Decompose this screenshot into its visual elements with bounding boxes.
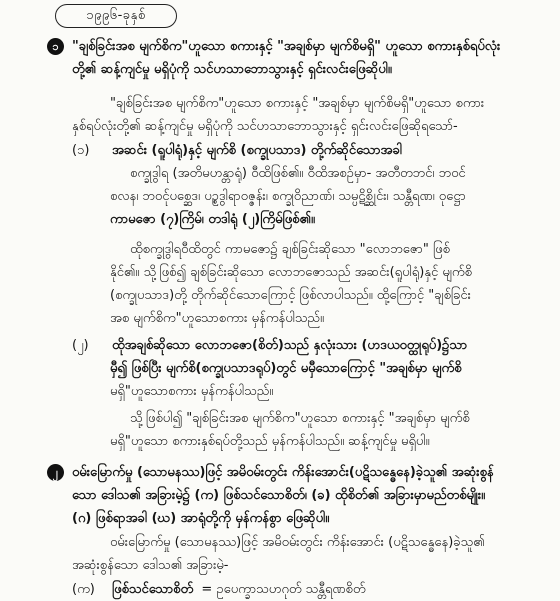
paragraph-line: နိုင်၏။ သို့ဖြစ်၍ ချစ်ခြင်းဆိုသော လောဘဇောသည် အဆင်း(ရူပါရုံ)နှင့် မျက်စိ: [110, 265, 472, 280]
answer-2-line-1: ဝမ်းမြောက်မှု (သောမနဿ)ဖြင့် အမိဝမ်းတွင်း ကိန်းအောင်း (ပဋိသန္ဓေနေ)ခဲ့သူ၏: [110, 535, 485, 550]
conclusion-line-2: မရှိ"ဟူသော စကားနှစ်ရပ်တို့သည် မှန်ကန်ပါသည်။ ဆန့်ကျင်မှု မရှိပါ။: [110, 434, 430, 449]
question-2-line-3: (ဂ) ဖြစ်ရာအခါ (ဃ) အာရုံတို့ကို မှန်ကန်စွာ ဖြေဆိုပါ။: [72, 511, 330, 526]
paragraph-line: (စက္ခုပသာဒ)တို့ တိုက်ဆိုင်သောကြောင့် ဖြစ်လာပါသည်။ ထို့ကြောင့် "ချစ်ခြင်း: [110, 288, 471, 303]
paragraph-line: မရှိ"ဟူသောစကား မှန်ကန်ပါသည်။: [110, 384, 274, 399]
question-1-line-2: တို့၏ ဆန့်ကျင်မှု မရှိပုံကို သင်ဟသာဘောသွားနှင့် ရှင်းလင်းဖြေဆိုပါ။: [72, 62, 392, 77]
question-2-line-2: သော ဒေါသ၏ အခြားမဲ့၌ (က) ဖြစ်သင်သောစိတ်၊ (ခ) ထိုစိတ်၏ အခြားမှာမည်တစ်မျိုး။: [72, 488, 486, 503]
paragraph-line: ကာမဇော (၇)ကြိမ်၊ တဒါရုံ (၂)ကြိမ်ဖြစ်၏။: [110, 212, 315, 227]
answer-2-sub-label: (က): [72, 582, 95, 597]
question-number-badge: ၁: [47, 38, 64, 55]
answer-1-intro-line-1: "ချစ်ခြင်းအစ မျက်စိက"ဟူသော စကားနှင့် "အချစ်မှာ မျက်စိမရှိ"ဟူသော စကား: [110, 96, 485, 111]
paragraph-line: စလန၊ ဘဝင်ုပစ္ဆေဒ၊ ပဥ္စဒွါရာဝဇ္ဇန်း၊ စက္ခုဝိညာဏ်၊ သမ္ပဋိစ္ဆိုင်း၊ သန္တီရဏ၊ ဝုဋ္ဌော: [110, 189, 466, 204]
question-number-badge: ၂: [47, 464, 64, 481]
question-2-line-1: ဝမ်းမြောက်မှု (သောမနဿ)ဖြင့် အမိဝမ်းတွင်း ကိန်းအောင်း(ပဋိသန္ဓေနေ)ခဲ့သူ၏ အဆုံးစွန်: [72, 465, 494, 480]
sub-point-1-title: အဆင်း (ရူပါရုံ)နှင့် မျက်စိ (စက္ခုပသာဒ) တို့က်ဆိုင်သောအခါ: [112, 143, 403, 158]
answer-2-sub-point: [72, 578, 557, 601]
sub-point-2-label: (၂): [72, 338, 89, 353]
paragraph-line: ထိုစက္ခုဒွါရဝီထိတွင် ကာမဇော၌ ချစ်ခြင်းဆိုသော "လောဘဇော" ဖြစ်: [130, 242, 450, 257]
answer-1-intro-line-2: နှစ်ရပ်လုံးတို့၏ ဆန့်ကျင်မှု မရှိပုံကို သင်ဟသာဘောသွားနှင့် ရှင်းလင်းဖြေဆိုရသော်-: [72, 119, 458, 134]
sub-point-1-label: (၁): [72, 143, 90, 158]
paragraph-line: စက္ခုဒွါရ (အတိမဟန္တာရုံ) ဝီထိဖြစ်၏။ ဝီထိအစဉ်မှာ- အတီတဘင်၊ ဘဝင်: [130, 166, 466, 181]
question-1-line-1: "ချစ်ခြင်းအစ မျက်စိက"ဟူသော စကားနှင့် "အချစ်မှာ မျက်စိမရှိ" ဟူသော စကားနှစ်ရပ်လုံး: [72, 39, 501, 54]
sub-point-2-text: ထိုအချစ်ဆိုသော လောဘဇော(စိတ်)သည် နှလုံးသား (ဟဒယဝတ္ထုရုပ်)၌သာ: [112, 338, 468, 353]
answer-2-sub-value: = ဥပေက္ခာသဟဂုတ် သန္တီရဏစိတ်: [201, 582, 366, 597]
answer-2-line-2: အဆုံးစွန်သော ဒေါသ၏ အခြားမဲ့-: [72, 558, 229, 573]
answer-2-sub-text: ဖြစ်သင်သောစိတ်: [112, 582, 194, 597]
conclusion-line-1: သို့ဖြစ်ပါ၍ "ချစ်ခြင်းအစ မျက်စိက"ဟူသော စကားနှင့် "အချစ်မှာ မျက်စိ: [130, 411, 470, 426]
paragraph-line: မှီ၍ ဖြစ်ပြီး မျက်စိ(စက္ခုပသာဒရုပ်)တွင် မမှီသောကြောင့် "အချစ်မှာ မျက်စိ: [110, 361, 462, 376]
exam-year-label: ၁၉၉၆-ခုနှစ်: [55, 4, 177, 28]
sub-point-1-heading: [72, 139, 557, 162]
sub-point-2-line-1: [72, 334, 557, 357]
paragraph-line: အစ မျက်စိက"ဟူသောစကား မှန်ကန်ပါသည်။: [110, 311, 324, 326]
